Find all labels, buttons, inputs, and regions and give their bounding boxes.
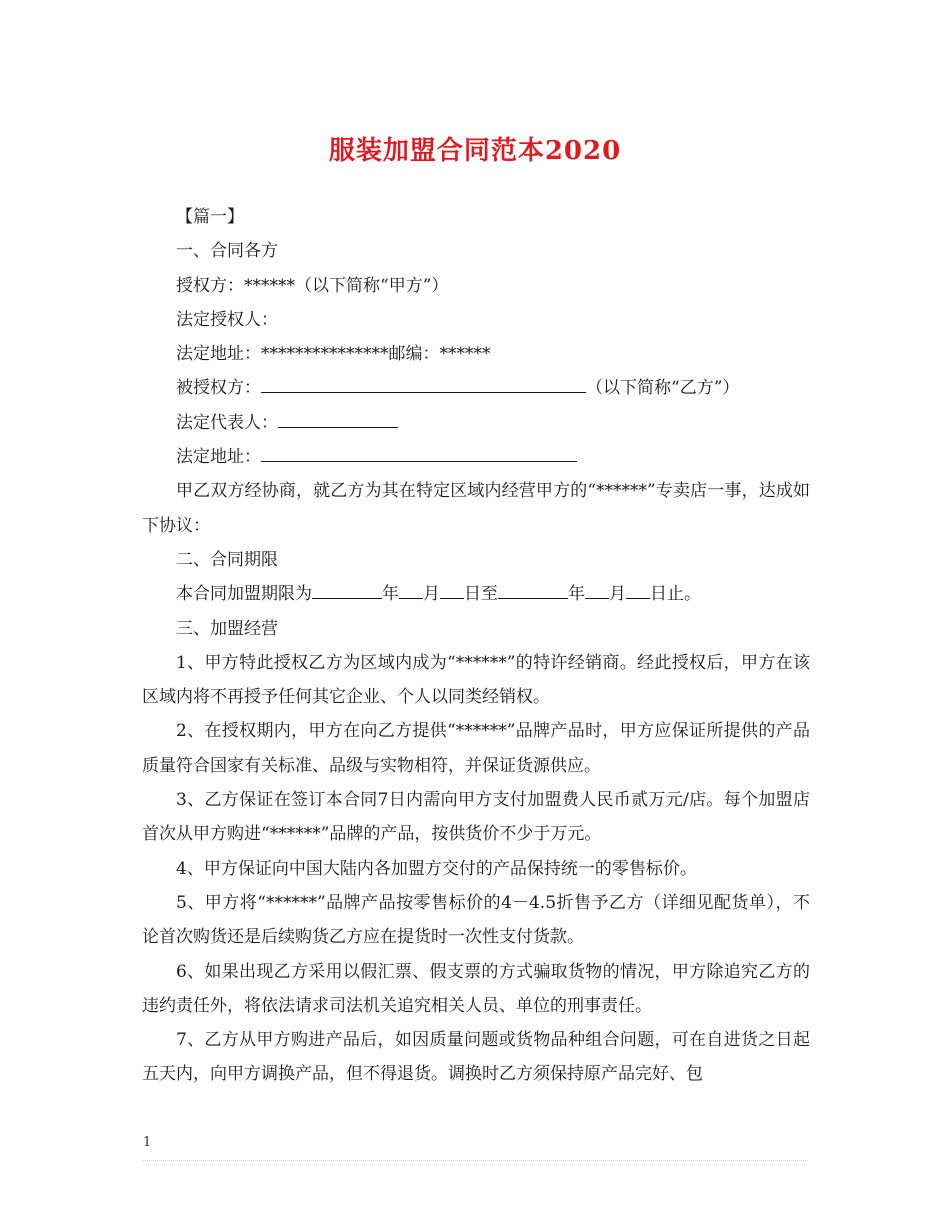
document-body: [142, 200, 810, 1092]
heading-term: 二、合同期限: [176, 549, 278, 570]
start-day-blank: [440, 578, 464, 599]
clause-3: 3、乙方保证在签订本合同7日内需向甲方支付加盟费人民币贰万元/店。每个加盟店首次从甲方购进“******”品牌的产品，按供货价不少于万元。: [142, 790, 810, 845]
clause-7: 7、乙方从甲方购进产品后，如因质量问题或货物品种组合问题，可在自进货之日起五天内，向甲方调换产品，但不得退货。调换时乙方须保持原产品完好、包: [142, 1030, 810, 1085]
legal-address-b-line: [142, 440, 810, 474]
legal-rep-blank: [278, 407, 398, 428]
heading-parties: 一、合同各方: [176, 241, 278, 262]
legal-address-b-label: 法定地址：: [176, 447, 261, 468]
term-year2: 年: [568, 584, 585, 605]
end-year-blank: [498, 578, 568, 599]
authorized-suffix: （以下简称“乙方”）: [586, 378, 740, 399]
authorizer-line: 授权方：******（以下简称“甲方”）: [176, 275, 449, 296]
authorized-prefix: 被授权方：: [176, 378, 261, 399]
section-tag: 【篇一】: [176, 207, 244, 227]
clause-5: 5、甲方将“******”品牌产品按零售标价的4－4.5折售予乙方（详细见配货单），不论首次购货还是后续购货乙方应在提货时一次性支付货款。: [142, 892, 810, 948]
end-day-blank: [626, 578, 650, 599]
authorized-party-line: [142, 371, 810, 405]
legal-address-b-blank: [261, 441, 577, 462]
term-day2: 日止。: [650, 584, 701, 605]
legal-rep-line: [142, 406, 810, 440]
page-number: 1: [143, 1135, 152, 1150]
legal-address-a-line: 法定地址：***************邮编：******: [176, 344, 491, 365]
clause-4: 4、甲方保证向中国大陆内各加盟方交付的产品保持统一的零售标价。: [176, 858, 697, 879]
term-prefix: 本合同加盟期限为: [176, 584, 312, 605]
start-month-blank: [399, 578, 423, 599]
term-month1: 月: [423, 584, 440, 605]
end-month-blank: [585, 578, 609, 599]
clause-2: 2、在授权期内，甲方在向乙方提供“******”品牌产品时，甲方应保证所提供的产品质量符合国家有关标准、品级与实物相符，并保证货源供应。: [142, 721, 810, 776]
heading-franchise: 三、加盟经营: [176, 618, 278, 639]
intro-paragraph: 甲乙双方经协商，就乙方为其在特定区域内经营甲方的“******”专卖店一事，达成如下协议：: [142, 481, 810, 536]
clause-1: 1、甲方特此授权乙方为区域内成为“******”的特许经销商。经此授权后，甲方在该区域内将不再授予任何其它企业、个人以同类经销权。: [142, 652, 810, 708]
term-year1: 年: [382, 584, 399, 605]
footer-divider: [143, 1160, 808, 1161]
legal-rep-label: 法定代表人：: [176, 412, 278, 433]
term-day1: 日至: [464, 584, 498, 605]
start-year-blank: [312, 578, 382, 599]
legal-auth-person-line: 法定授权人：: [176, 309, 278, 330]
document-title: 服装加盟合同范本2020: [328, 136, 622, 166]
clause-6: 6、如果出现乙方采用以假汇票、假支票的方式骗取货物的情况，甲方除追究乙方的违约责任外，将依法请求司法机关追究相关人员、单位的刑事责任。: [142, 961, 810, 1016]
authorized-party-blank: [261, 372, 586, 393]
term-line: [142, 577, 810, 611]
term-month2: 月: [609, 584, 626, 605]
